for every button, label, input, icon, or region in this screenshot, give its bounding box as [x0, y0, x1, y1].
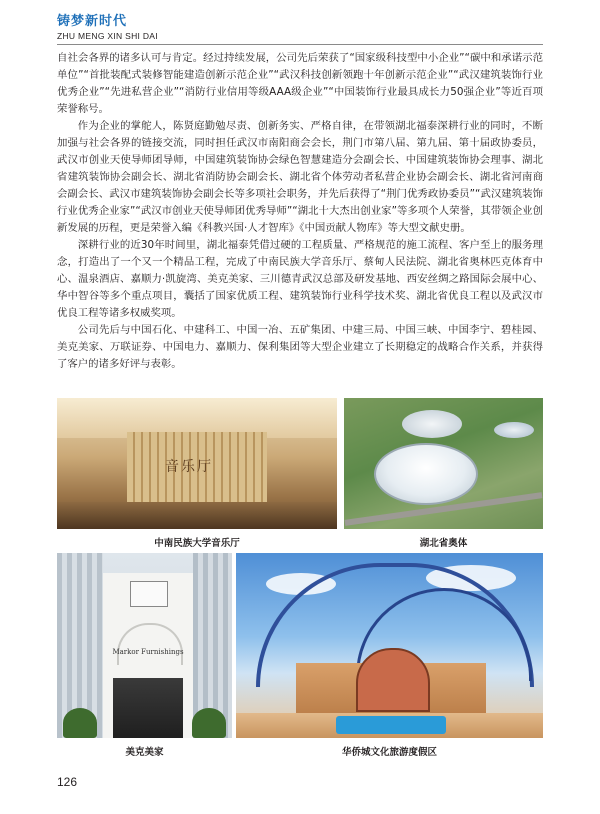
paragraph-4: 公司先后与中国石化、中建科工、中国一冶、五矿集团、中建三局、中国三峡、中国李宁、碧桂园、美克美家、万联证券、中国电力、嘉顺力、保利集团等大型企业建立了长期稳定的战略合作关系，并获得了客户的诸多好评与表彰。 [57, 324, 543, 370]
stadium-dome-small [402, 410, 462, 438]
building-entrance [113, 678, 183, 738]
paragraph-3: 深耕行业的近30年时间里，湖北福泰凭借过硬的工程质量、严格规范的施工流程、客户至上的服务理念，打造出了一个又一个精品工程，完成了中南民族大学音乐厅、蔡甸人民法院、湖北省奥林匹克体育中心、温泉酒店、嘉顺力·凯旋湾、美克美家、三川德青武汉总部及研发基地、西安丝绸之路国际会展中心、华中智谷等多个重点项目，囊括了国家优质工程、建筑装饰行业科学技术奖、湖北省优良工程以及武汉市优良工程等诸多权威奖项。 [57, 239, 543, 319]
stadium-dome-main [374, 443, 478, 505]
park-gate [356, 648, 430, 712]
brand-title: 铸梦新时代 [57, 14, 128, 29]
stadium-photo [344, 398, 543, 529]
hall-sign: 音乐厅 [165, 459, 213, 475]
theme-park-photo [236, 553, 543, 738]
markor-logo [130, 581, 168, 607]
brand-pinyin: ZHU MENG XIN SHI DAI [57, 31, 158, 41]
running-header [57, 14, 543, 42]
concert-hall-photo [57, 398, 337, 529]
page-number: 126 [57, 775, 78, 789]
shop-sign: Markor Furnishings [112, 648, 184, 656]
stadium-caption: 湖北省奥体 [419, 538, 468, 549]
park-pool [336, 716, 446, 734]
paragraph-1: 自社会各界的诸多认可与肯定。经过持续发展，公司先后荣获了“国家级科技型中小企业”“碳中和承诺示范单位”“首批装配式装修智能建造创新示范企业”“武汉科技创新领跑十年创新示范企业”“武汉建筑装饰行业优秀企业”“先进私营企业”“消防行业信用等级AAA级企业”“中国装饰行业最具成长力50强企业”等近百项荣誉称号。 [57, 52, 543, 115]
markor-building-photo [57, 553, 232, 738]
article-body [57, 50, 543, 373]
theme-park-caption: 华侨城文化旅游度假区 [341, 747, 437, 758]
header-rule [57, 44, 543, 45]
paragraph-2: 作为企业的掌舵人，陈贤庭勤勉尽责、创新务实、严格自律，在带领湖北福泰深耕行业的同时，不断加强与社会各界的链接交流，同时担任武汉市南阳商会会长，荆门市第八届、第九届、第十届政协委员，武汉市创业天使导师团导师，中国建筑装饰协会绿色智慧建造分会副会长、中国建筑装饰协会理事、湖北省建筑装饰协会副会长、湖北省消防协会副会长、湖北省个体劳动者私营企业协会副会长、湖北省河南商会副会长、武汉市建筑装饰协会副会长等多项社会职务，并先后获得了“荆门优秀政协委员”“武汉建筑装饰行业优秀企业家”“武汉市创业天使导师团优秀导师”“湖北十大杰出创业家”等多项个人荣誉，其带领企业创新发展的历程，更是荣誉入编《科教兴国·人才智库》《中国贡献人物库》等大型文献史册。 [57, 120, 543, 234]
plant-left [63, 708, 97, 738]
concert-hall-caption: 中南民族大学音乐厅 [154, 538, 240, 549]
stadium-dome-far [494, 422, 534, 438]
plant-right [192, 708, 226, 738]
markor-caption: 美克美家 [125, 747, 164, 758]
hall-floor [57, 502, 337, 529]
